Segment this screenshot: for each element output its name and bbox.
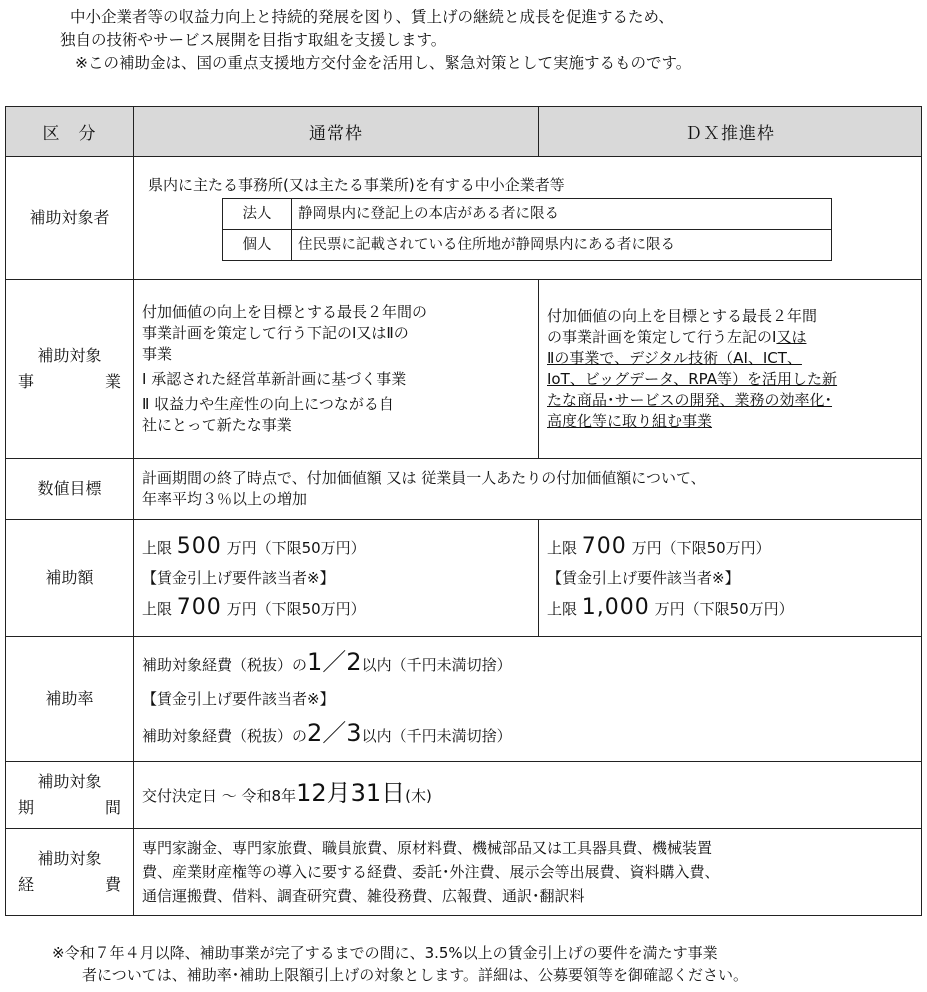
corp-value: 静岡県内に登記上の本店がある者に限る <box>292 199 832 230</box>
footnote-line: 者については、補助率･補助上限額引上げの対象とします。詳細は、公募要領等を御確認ください。 <box>82 966 749 984</box>
goal-cell <box>134 459 922 520</box>
rate-row <box>6 637 922 762</box>
amount-label: 補助額 <box>6 520 134 637</box>
expenses-cell <box>134 829 922 916</box>
rate-wage: 補助対象経費（税抜）の2／3以内（千円未満切捨） <box>142 719 512 747</box>
expenses-row <box>6 829 922 916</box>
expenses-label-a: 補助対象 <box>37 849 102 868</box>
amount-wage-note: 【賃金引上げ要件該当者※】 <box>142 569 335 587</box>
intro-line: ※この補助金は、国の重点支援地方交付金を活用し、緊急対策として実施するものです。 <box>75 54 692 72</box>
rate-cell <box>134 637 922 762</box>
amount-normal-wage-max: 上限 700 万円（下限50万円） <box>142 595 366 620</box>
project-dx-line: たな商品･サービスの開発、業務の効率化･ <box>547 391 833 409</box>
project-label-a: 補助対象 <box>37 346 102 365</box>
individual-value: 住民票に記載されている住所地が静岡県内にある者に限る <box>292 230 832 261</box>
target-desc: 県内に主たる事務所(又は主たる事業所)を有する中小企業者等 <box>148 176 565 194</box>
project-normal-line: 付加価値の向上を目標とする最長２年間の <box>142 303 428 321</box>
rate-wage-note: 【賃金引上げ要件該当者※】 <box>142 690 335 708</box>
amount-wage-note: 【賃金引上げ要件該当者※】 <box>547 569 740 587</box>
project-normal-line: 事業計画を策定して行う下記のⅠ又はⅡの <box>142 324 409 342</box>
project-dx-line: 付加価値の向上を目標とする最長２年間 <box>547 307 818 325</box>
project-dx-line: 高度化等に取り組む事業 <box>547 412 713 430</box>
intro-line: 独自の技術やサービス展開を目指す取組を支援します。 <box>60 31 447 49</box>
goal-row <box>6 459 922 520</box>
period-row <box>6 762 922 829</box>
goal-label: 数値目標 <box>6 459 134 520</box>
project-label <box>6 280 134 459</box>
expenses-line: 費、産業財産権等の導入に要する経費、委託･外注費、展示会等出展費、資料購入費、 <box>142 863 720 881</box>
individual-key: 個人 <box>223 230 292 261</box>
footnote <box>0 942 927 986</box>
header-normal: 通常枠 <box>134 107 539 157</box>
period-label <box>6 762 134 829</box>
target-row <box>6 157 922 280</box>
expenses-line: 専門家謝金、専門家旅費、職員旅費、原材料費、機械部品又は工具器具費、機械装置 <box>142 839 713 857</box>
amount-dx-max: 上限 700 万円（下限50万円） <box>547 534 771 559</box>
period-label-a: 補助対象 <box>37 772 102 791</box>
project-row <box>6 280 922 459</box>
expenses-label <box>6 829 134 916</box>
goal-line: 計画期間の終了時点で、付加価値額 又は 従業員一人あたりの付加価値額について、 <box>142 469 706 487</box>
project-normal-line: 社にとって新たな事業 <box>142 416 292 434</box>
expenses-line: 通信運搬費、借料、調査研究費、雑役務費、広報費、通訳･翻訳料 <box>142 887 585 905</box>
period-label-b: 期 間 <box>18 798 121 817</box>
goal-line: 年率平均３％以上の増加 <box>142 490 308 508</box>
project-label-b: 事 業 <box>18 372 121 391</box>
project-normal <box>134 280 539 459</box>
corp-key: 法人 <box>223 199 292 230</box>
amount-dx <box>539 520 922 637</box>
rate-standard: 補助対象経費（税抜）の1／2以内（千円未満切捨） <box>142 648 512 676</box>
footnote-line: ※令和７年４月以降、補助事業が完了するまでの間に、3.5%以上の賃金引上げの要件を満たす事業 <box>52 944 718 962</box>
project-normal-line: 事業 <box>142 345 173 363</box>
expenses-label-b: 経 費 <box>18 875 121 894</box>
target-cell <box>134 157 922 280</box>
intro-line: 中小企業者等の収益力向上と持続的発展を図り、賃上げの継続と成長を促進するため、 <box>70 8 674 26</box>
project-dx-line: の事業計画を策定して行う左記のⅠ又は <box>547 328 807 346</box>
project-dx <box>539 280 922 459</box>
rate-label: 補助率 <box>6 637 134 762</box>
project-dx-line: IoT、ビッグデータ、RPA等）を活用した新 <box>547 370 838 388</box>
period-cell: 交付決定日 ～ 令和8年12月31日(木) <box>134 762 922 829</box>
project-normal-line: Ⅰ 承認された経営革新計画に基づく事業 <box>142 370 407 388</box>
header-category: 区 分 <box>6 107 134 157</box>
amount-dx-wage-max: 上限 1,000 万円（下限50万円） <box>547 595 794 620</box>
amount-row <box>6 520 922 637</box>
target-label: 補助対象者 <box>6 157 134 280</box>
target-subtable <box>222 198 832 261</box>
header-row <box>6 107 922 157</box>
intro <box>0 6 927 75</box>
amount-normal-max: 上限 500 万円（下限50万円） <box>142 534 366 559</box>
amount-normal <box>134 520 539 637</box>
subsidy-table <box>5 106 922 916</box>
project-normal-line: Ⅱ 収益力や生産性の向上につながる自 <box>142 395 394 413</box>
project-dx-line: Ⅱの事業で、デジタル技術（AI、ICT、 <box>547 349 802 367</box>
header-dx: ＤＸ推進枠 <box>539 107 922 157</box>
